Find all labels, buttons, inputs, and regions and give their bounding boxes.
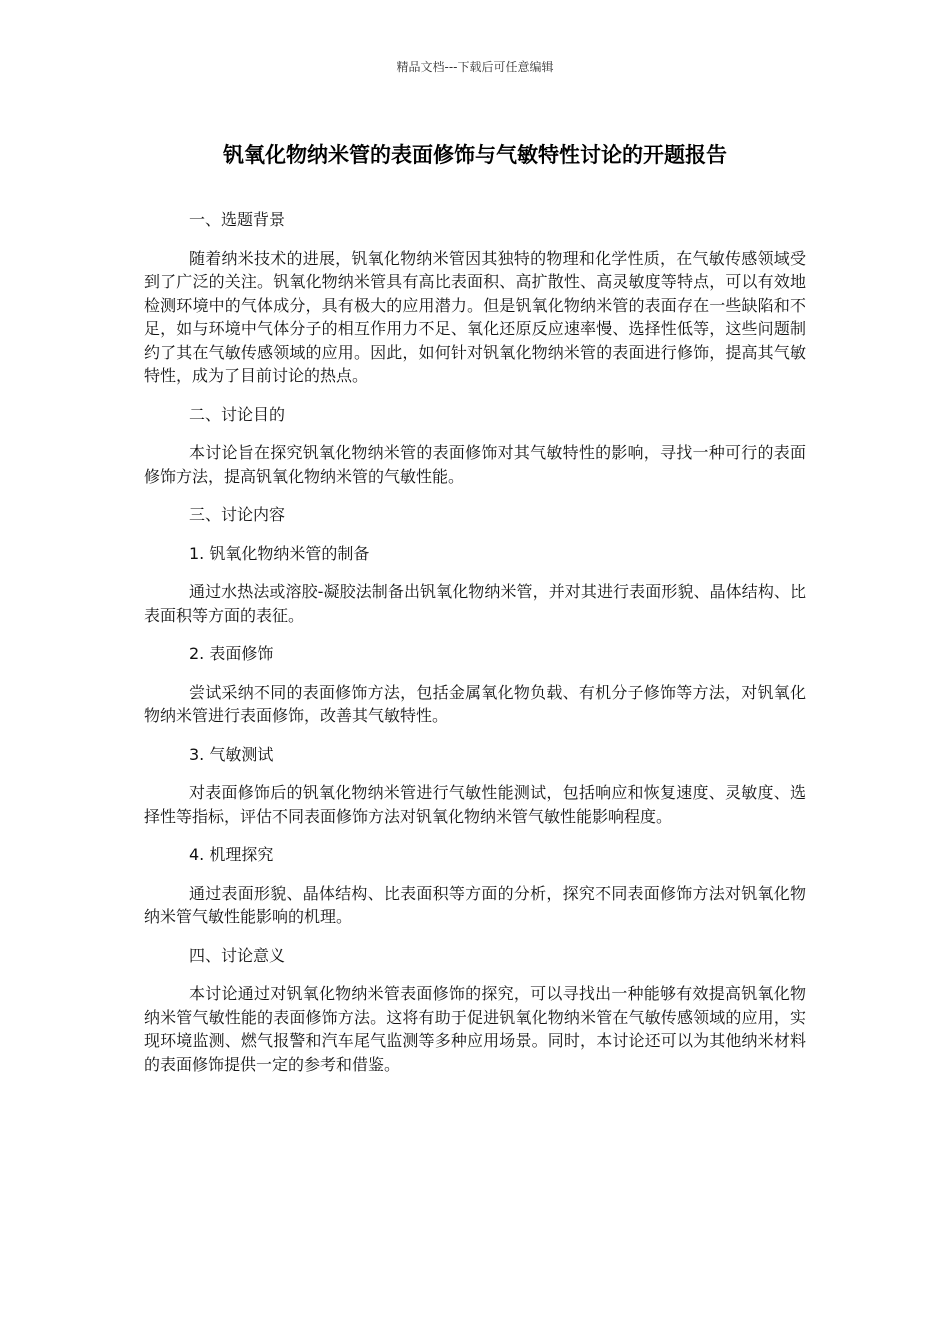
paragraph-purpose: 本讨论旨在探究钒氧化物纳米管的表面修饰对其气敏特性的影响，寻找一种可行的表面修饰方法，提高钒氧化物纳米管的气敏性能。 bbox=[144, 443, 806, 486]
section-heading-background: 一、选题背景 bbox=[189, 210, 286, 229]
document-body bbox=[144, 208, 806, 1091]
paragraph-preparation: 通过水热法或溶胶-凝胶法制备出钒氧化物纳米管，并对其进行表面形貌、晶体结构、比表面积等方面的表征。 bbox=[144, 582, 806, 625]
paragraph-gas-sensing-test: 对表面修饰后的钒氧化物纳米管进行气敏性能测试，包括响应和恢复速度、灵敏度、选择性等指标，评估不同表面修饰方法对钒氧化物纳米管气敏性能影响程度。 bbox=[144, 783, 806, 826]
header-note: 精品文档---下载后可任意编辑 bbox=[396, 60, 554, 74]
section-heading-significance: 四、讨论意义 bbox=[189, 945, 286, 965]
subheading-mechanism: 4. 机理探究 bbox=[189, 845, 274, 864]
paragraph-mechanism: 通过表面形貌、晶体结构、比表面积等方面的分析，探究不同表面修饰方法对钒氧化物纳米管气敏性能影响的机理。 bbox=[144, 883, 806, 926]
subheading-preparation: 1. 钒氧化物纳米管的制备 bbox=[189, 543, 370, 563]
document-title: 钒氧化物纳米管的表面修饰与气敏特性讨论的开题报告 bbox=[223, 143, 727, 167]
section-heading-content: 三、讨论内容 bbox=[189, 505, 286, 524]
paragraph-surface-modification: 尝试采纳不同的表面修饰方法，包括金属氧化物负载、有机分子修饰等方法，对钒氧化物纳米管进行表面修饰，改善其气敏特性。 bbox=[144, 682, 806, 725]
subheading-gas-sensing-test: 3. 气敏测试 bbox=[189, 744, 274, 764]
subheading-surface-modification: 2. 表面修饰 bbox=[189, 644, 274, 663]
paragraph-background: 随着纳米技术的进展，钒氧化物纳米管因其独特的物理和化学性质，在气敏传感领域受到了广泛的关注。钒氧化物纳米管具有高比表面积、高扩散性、高灵敏度等特点，可以有效地检测环境中的气体成分，具有极大的应用潜力。但是钒氧化物纳米管的表面存在一些缺陷和不足，如与环境中气体分子的相互作用力不足、氧化还原反应速率慢、选择性低等，这些问题制约了其在气敏传感领域的应用。因此，如何针对钒氧化物纳米管的表面进行修饰，提高其气敏特性，成为了目前讨论的热点。 bbox=[144, 248, 806, 385]
paragraph-significance: 本讨论通过对钒氧化物纳米管表面修饰的探究，可以寻找出一种能够有效提高钒氧化物纳米管气敏性能的表面修饰方法。这将有助于促进钒氧化物纳米管在气敏传感领域的应用，实现环境监测、燃气报警和汽车尾气监测等多种应用场景。同时，本讨论还可以为其他纳米材料的表面修饰提供一定的参考和借鉴。 bbox=[144, 984, 806, 1074]
section-heading-purpose: 二、讨论目的 bbox=[189, 404, 286, 424]
